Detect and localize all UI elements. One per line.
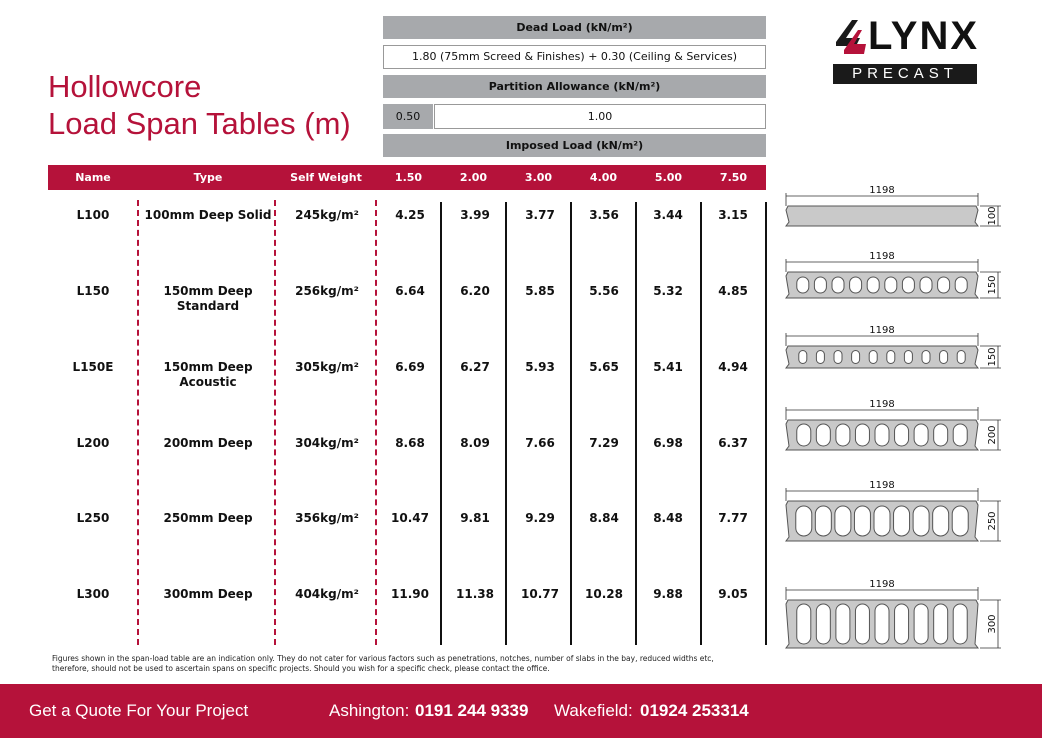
depth-dimension-label: 300 — [987, 614, 998, 634]
row-span-value: 4.94 — [718, 360, 748, 374]
slab-core — [952, 506, 968, 536]
row-span-value: 9.29 — [525, 511, 555, 525]
width-dimension-label: 1198 — [869, 579, 895, 590]
slab-core — [957, 351, 965, 364]
row-type: 300mm Deep — [163, 587, 253, 601]
row-name: L150 — [76, 284, 110, 298]
slab-core — [887, 351, 895, 364]
footer-bar — [0, 684, 1042, 738]
slab-core — [894, 506, 910, 536]
slab-core — [797, 424, 811, 446]
slab-core — [953, 604, 967, 644]
slab-core — [832, 277, 844, 293]
row-type: 150mm Deep — [163, 360, 253, 374]
header-load-4: 4.00 — [589, 171, 618, 184]
title-line-2: Load Span Tables (m) — [48, 106, 351, 141]
partition-value-small: 0.50 — [383, 104, 433, 129]
row-span-value: 7.29 — [589, 436, 619, 450]
slab-core — [920, 277, 932, 293]
row-span-value: 4.25 — [395, 208, 425, 222]
slab-core — [875, 604, 889, 644]
row-span-value: 5.32 — [653, 284, 683, 298]
slab-core — [797, 604, 811, 644]
row-span-value: 7.77 — [718, 511, 748, 525]
slab-core — [816, 424, 830, 446]
row-self-weight: 305kg/m² — [295, 360, 359, 374]
row-span-value: 10.47 — [391, 511, 429, 525]
slab-core — [914, 604, 928, 644]
slab-core — [955, 277, 967, 293]
ashington-label: Ashington: — [329, 701, 410, 720]
separator-solid — [570, 202, 572, 645]
slab-core — [895, 604, 909, 644]
slab-core — [836, 604, 850, 644]
slab-core — [814, 277, 826, 293]
slab-core — [855, 604, 869, 644]
slab-core — [902, 277, 914, 293]
separator-solid — [505, 202, 507, 645]
header-name: Name — [75, 171, 111, 184]
slab-body — [786, 346, 978, 368]
row-span-value: 8.48 — [653, 511, 683, 525]
row-self-weight: 404kg/m² — [295, 587, 359, 601]
header-type: Type — [193, 171, 223, 184]
row-span-value: 9.88 — [653, 587, 683, 601]
width-dimension-label: 1198 — [869, 480, 895, 491]
wakefield-phone[interactable]: 01924 253314 — [640, 701, 749, 720]
slab-core — [854, 506, 870, 536]
row-self-weight: 245kg/m² — [295, 208, 359, 222]
row-span-value: 9.05 — [718, 587, 748, 601]
row-span-value: 5.41 — [653, 360, 683, 374]
row-span-value: 5.56 — [589, 284, 619, 298]
slab-section-diagram — [780, 322, 1010, 380]
depth-dimension-label: 250 — [987, 511, 998, 531]
slab-section-diagram — [780, 182, 1010, 238]
row-span-value: 6.98 — [653, 436, 683, 450]
slab-core — [934, 424, 948, 446]
title-line-1: Hollowcore — [48, 69, 202, 104]
row-span-value: 8.09 — [460, 436, 490, 450]
row-span-value: 9.81 — [460, 511, 490, 525]
row-span-value: 3.15 — [718, 208, 748, 222]
separator-solid — [765, 202, 767, 645]
row-type: 150mm Deep — [163, 284, 253, 298]
row-type: 200mm Deep — [163, 436, 253, 450]
slab-core — [867, 277, 879, 293]
header-load-1: 1.50 — [394, 171, 423, 184]
slab-section-diagram — [780, 248, 1010, 310]
header-load-3: 3.00 — [524, 171, 553, 184]
slab-core — [874, 506, 890, 536]
slab-core — [934, 604, 948, 644]
row-name: L200 — [76, 436, 110, 450]
row-span-value: 6.27 — [460, 360, 490, 374]
depth-dimension-label: 150 — [987, 347, 998, 367]
slab-core — [835, 506, 851, 536]
row-span-value: 11.38 — [456, 587, 494, 601]
slab-core — [799, 351, 807, 364]
slab-core — [815, 506, 831, 536]
row-span-value: 4.85 — [718, 284, 748, 298]
row-span-value: 8.84 — [589, 511, 619, 525]
slab-core — [850, 277, 862, 293]
slab-core — [938, 277, 950, 293]
imposed-load-header: Imposed Load (kN/m²) — [383, 134, 766, 157]
row-span-value: 6.20 — [460, 284, 490, 298]
header-load-5: 5.00 — [654, 171, 683, 184]
slab-core — [836, 424, 850, 446]
width-dimension-label: 1198 — [869, 251, 895, 262]
width-dimension-label: 1198 — [869, 185, 895, 196]
quote-cta[interactable]: Get a Quote For Your Project — [29, 701, 249, 720]
row-type: 250mm Deep — [163, 511, 253, 525]
separator-dashed — [375, 200, 377, 645]
row-self-weight: 356kg/m² — [295, 511, 359, 525]
slab-core — [940, 351, 948, 364]
row-self-weight: 304kg/m² — [295, 436, 359, 450]
row-span-value: 3.44 — [653, 208, 683, 222]
row-span-value: 5.93 — [525, 360, 555, 374]
partition-value-large: 1.00 — [434, 104, 766, 129]
slab-section-diagram — [780, 396, 1010, 462]
slab-core — [816, 351, 824, 364]
disclaimer-note: Figures shown in the span-load table are an indication only. They do not cater for various factors such as penetrations, notches, number of slabs in the bay, reduced widths etc, therefore, should not be used to ascertain spans on specific projects. Should you wish for a specific check, please contact the office. — [52, 654, 714, 673]
row-span-value: 6.69 — [395, 360, 425, 374]
slab-core — [914, 424, 928, 446]
row-span-value: 3.99 — [460, 208, 490, 222]
slab-core — [875, 424, 889, 446]
row-span-value: 5.85 — [525, 284, 555, 298]
slab-core — [922, 351, 930, 364]
dead-load-header: Dead Load (kN/m²) — [383, 16, 766, 39]
depth-dimension-label: 100 — [987, 206, 998, 226]
separator-dashed — [137, 200, 139, 645]
slab-core — [895, 424, 909, 446]
slab-core — [933, 506, 949, 536]
row-span-value: 8.68 — [395, 436, 425, 450]
table-header — [48, 165, 766, 190]
row-type-sub: Acoustic — [179, 375, 237, 389]
slab-core — [797, 277, 809, 293]
slab-core — [869, 351, 877, 364]
slab-core — [904, 351, 912, 364]
row-type: 100mm Deep Solid — [144, 208, 272, 222]
slab-body — [786, 206, 978, 226]
slab-core — [885, 277, 897, 293]
slab-section-diagram — [780, 576, 1010, 660]
header-self-weight: Self Weight — [290, 171, 362, 184]
row-span-value: 3.56 — [589, 208, 619, 222]
row-span-value: 11.90 — [391, 587, 429, 601]
page-title — [48, 68, 351, 142]
row-span-value: 6.37 — [718, 436, 748, 450]
row-span-value: 10.28 — [585, 587, 623, 601]
row-type-sub: Standard — [176, 299, 240, 313]
row-name: L250 — [76, 511, 110, 525]
header-load-2: 2.00 — [459, 171, 488, 184]
row-span-value: 5.65 — [589, 360, 619, 374]
slab-section-diagram — [780, 477, 1010, 553]
logo-text: LYNX — [868, 14, 980, 58]
separator-solid — [440, 202, 442, 645]
row-span-value: 6.64 — [395, 284, 425, 298]
header-load-6: 7.50 — [719, 171, 748, 184]
slab-core — [913, 506, 929, 536]
row-span-value: 7.66 — [525, 436, 555, 450]
slab-core — [816, 604, 830, 644]
slab-core — [855, 424, 869, 446]
separator-dashed — [274, 200, 276, 645]
row-span-value: 10.77 — [521, 587, 559, 601]
row-name: L100 — [76, 208, 110, 222]
slab-core — [796, 506, 812, 536]
width-dimension-label: 1198 — [869, 399, 895, 410]
row-name: L300 — [76, 587, 110, 601]
row-name: L150E — [72, 360, 114, 374]
logo-mark-icon — [832, 18, 868, 58]
depth-dimension-label: 200 — [987, 425, 998, 445]
ashington-phone[interactable]: 0191 244 9339 — [415, 701, 529, 720]
partition-header: Partition Allowance (kN/m²) — [383, 75, 766, 98]
wakefield-label: Wakefield: — [554, 701, 633, 720]
slab-core — [953, 424, 967, 446]
width-dimension-label: 1198 — [869, 325, 895, 336]
separator-solid — [700, 202, 702, 645]
depth-dimension-label: 150 — [987, 275, 998, 295]
dead-load-value: 1.80 (75mm Screed & Finishes) + 0.30 (Ceiling & Services) — [383, 45, 766, 69]
separator-solid — [635, 202, 637, 645]
slab-core — [834, 351, 842, 364]
logo-subtext: PRECAST — [833, 64, 977, 84]
row-self-weight: 256kg/m² — [295, 284, 359, 298]
slab-core — [852, 351, 860, 364]
row-span-value: 3.77 — [525, 208, 555, 222]
